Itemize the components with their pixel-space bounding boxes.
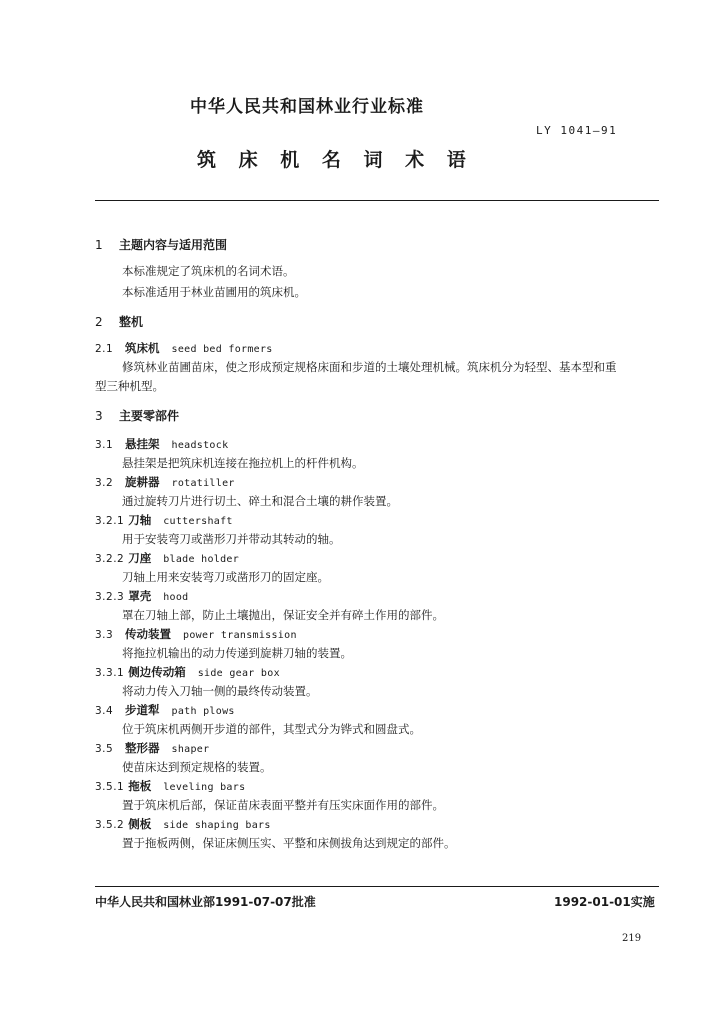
term-english: side gear box [197,668,280,679]
term-entry [95,474,235,490]
term-entry [95,340,273,356]
term-number: 3.5.2 [95,819,125,831]
term-definition: 将拖拉机输出的动力传递到旋耕刀轴的装置。 [122,646,352,660]
scope-paragraph: 本标准规定了筑床机的名词术语。 [122,264,295,278]
term-chinese: 步道犁 [125,703,160,717]
term-english: side shaping bars [163,820,271,831]
section-title: 主题内容与适用范围 [119,238,228,252]
section-number: 1 [95,238,103,252]
term-english: headstock [171,440,229,451]
term-entry [95,626,297,642]
term-entry [95,512,233,528]
term-number: 3.1 [95,439,114,451]
term-number: 3.4 [95,705,114,717]
footer-divider [95,886,659,887]
section-heading-2 [95,313,143,330]
effective-date: 1992-01-01实施 [554,895,655,909]
term-english: blade holder [163,554,240,565]
section-title: 主要零部件 [119,409,180,423]
term-chinese: 拖板 [128,779,152,793]
term-number: 3.2.2 [95,553,125,565]
term-number: 3.3 [95,629,114,641]
section-number: 2 [95,315,103,329]
standard-issuer-title: 中华人民共和国林业行业标准 [190,97,424,117]
term-english: cuttershaft [163,516,233,527]
term-number: 3.3.1 [95,667,125,679]
term-number: 3.2 [95,477,114,489]
term-chinese: 侧板 [128,817,152,831]
scope-paragraph: 本标准适用于林业苗圃用的筑床机。 [122,285,306,299]
term-definition-continued: 型三种机型。 [95,379,164,393]
term-definition: 修筑林业苗圃苗床，使之形成预定规格床面和步道的土壤处理机械。筑床机分为轻型、基本型和重 [122,360,617,374]
term-chinese: 侧边传动箱 [128,665,186,679]
term-entry [95,740,209,756]
term-chinese: 刀轴 [128,513,152,527]
header-divider [95,200,659,201]
term-number: 3.2.1 [95,515,125,527]
term-number: 3.5 [95,743,114,755]
term-definition: 置于筑床机后部，保证苗床表面平整并有压实床面作用的部件。 [122,798,444,812]
section-number: 3 [95,409,103,423]
term-chinese: 刀座 [128,551,152,565]
term-definition: 悬挂架是把筑床机连接在拖拉机上的杆件机构。 [122,456,364,470]
document-title: 筑 床 机 名 词 术 语 [197,149,474,171]
term-definition: 使苗床达到预定规格的装置。 [122,760,272,774]
term-definition: 罩在刀轴上部，防止土壤抛出，保证安全并有碎土作用的部件。 [122,608,444,622]
page-number: 219 [622,933,642,944]
term-definition: 用于安装弯刀或凿形刀并带动其转动的轴。 [122,532,341,546]
document-number: LY 1041—91 [536,124,618,137]
term-english: rotatiller [171,478,235,489]
section-title: 整机 [119,315,144,329]
term-definition: 刀轴上用来安装弯刀或凿形刀的固定座。 [122,570,329,584]
term-english: shaper [171,744,210,755]
term-entry [95,778,245,794]
term-entry [95,702,235,718]
term-chinese: 悬挂架 [125,437,160,451]
term-number: 3.2.3 [95,591,125,603]
term-definition: 将动力传入刀轴一侧的最终传动装置。 [122,684,318,698]
term-number: 2.1 [95,343,114,355]
section-heading-3 [95,407,179,424]
term-entry [95,436,228,452]
term-entry [95,816,271,832]
term-chinese: 传动装置 [125,627,171,641]
term-english: seed bed formers [171,344,273,355]
term-chinese: 筑床机 [125,341,160,355]
term-english: hood [163,592,189,603]
approval-statement: 中华人民共和国林业部1991-07-07批准 [95,895,316,909]
term-entry [95,588,189,604]
term-chinese: 罩壳 [128,589,152,603]
term-english: leveling bars [163,782,246,793]
term-english: power transmission [183,630,297,641]
term-definition: 置于拖板两侧，保证床侧压实、平整和床侧拔角达到规定的部件。 [122,836,456,850]
term-chinese: 旋耕器 [125,475,160,489]
term-definition: 位于筑床机两侧开步道的部件，其型式分为铧式和圆盘式。 [122,722,421,736]
term-english: path plows [171,706,235,717]
section-heading-1 [95,236,227,253]
term-entry [95,550,239,566]
term-number: 3.5.1 [95,781,125,793]
term-entry [95,664,280,680]
term-chinese: 整形器 [125,741,160,755]
term-definition: 通过旋转刀片进行切土、碎土和混合土壤的耕作装置。 [122,494,398,508]
